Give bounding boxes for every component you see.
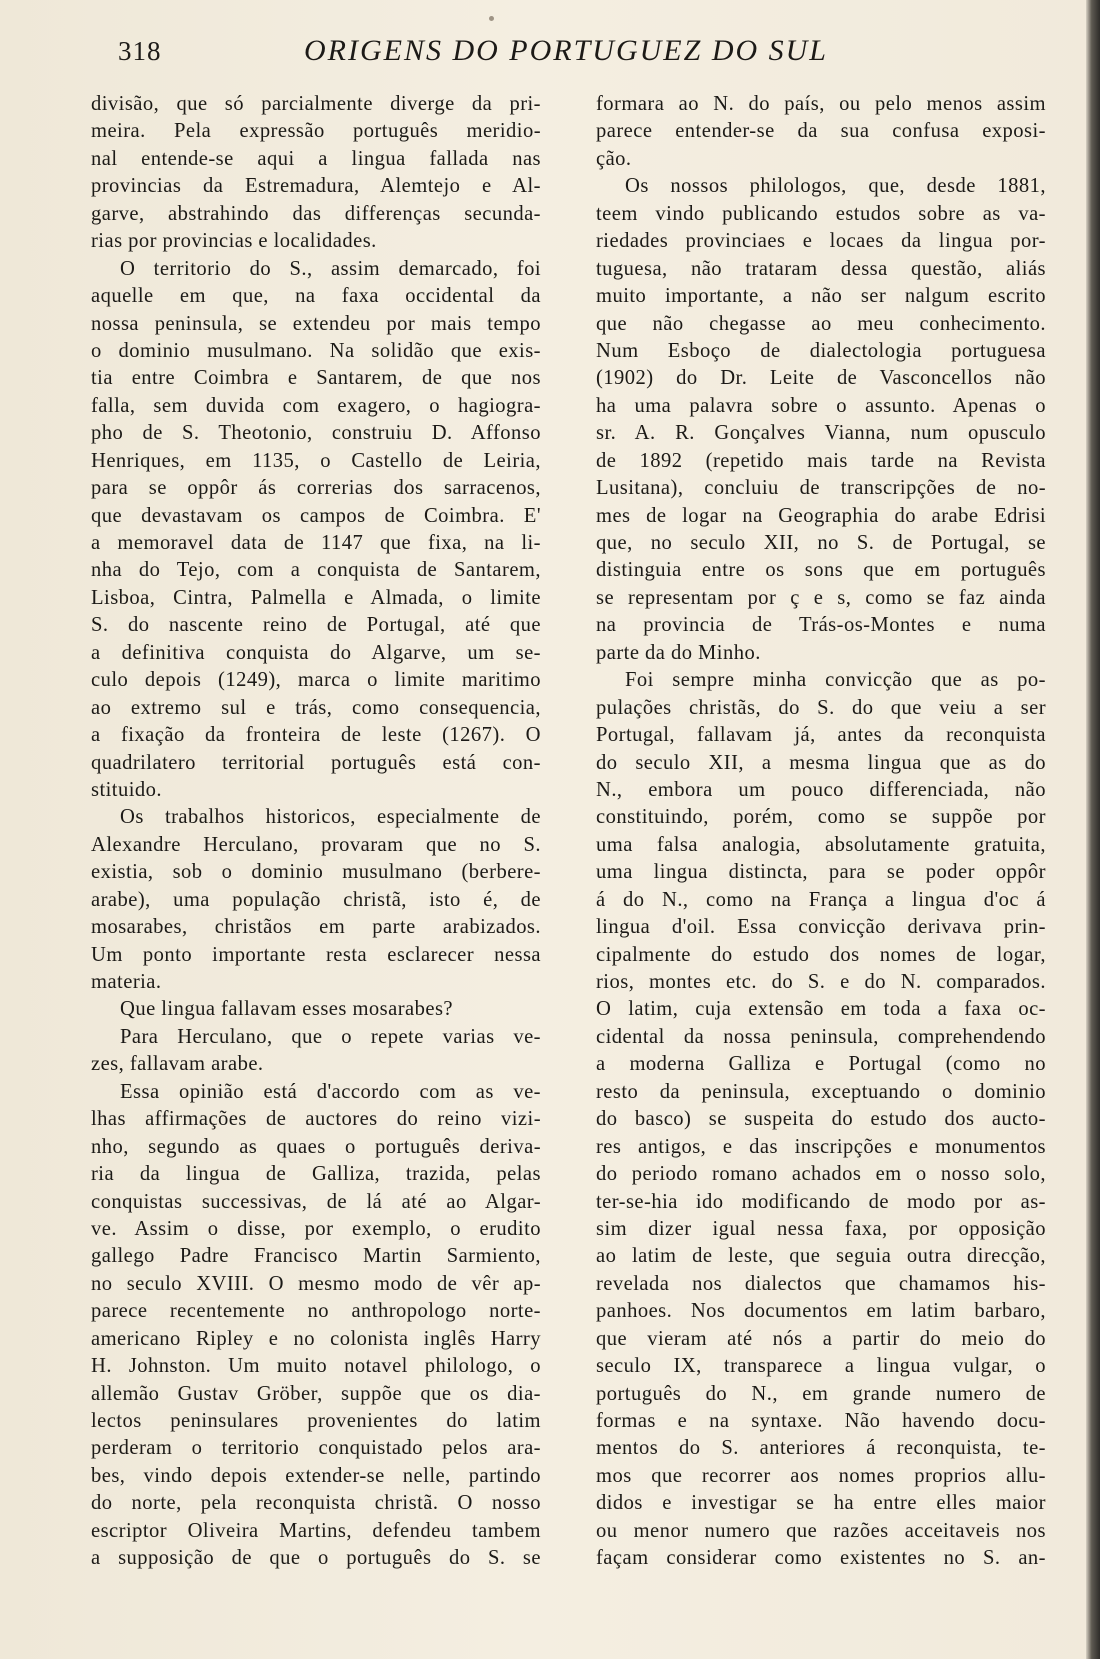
right-text-line: do basco) se suspeita do estudo dos aucto- [596,1108,1046,1131]
page-header [118,32,1048,72]
left-text-line: falla, sem duvida com exagero, o hagiogra- [91,394,541,417]
right-text-line: cidental da nossa peninsula, comprehendendo [596,1025,1046,1048]
right-text-line: português do N., em grande numero de [596,1382,1046,1405]
right-text-line: ção. [596,147,632,170]
right-text-line: lingua d'oil. Essa convicção derivava prin- [596,916,1046,939]
right-text-line: uma falsa analogia, absolutamente gratuita, [596,833,1046,856]
left-text-line: aquelle em que, na faxa occidental da [91,285,541,308]
left-text-line: mosarabes, christãos em parte arabizados. [91,916,541,939]
right-text-line: de 1892 (repetido mais tarde na Revista [596,449,1046,472]
left-text-line: parece recentemente no anthropologo norte- [91,1300,541,1323]
left-text-line: tia entre Coimbra e Santarem, de que nos [91,367,541,390]
left-text-line: Henriques, em 1135, o Castello de Leiria, [91,449,541,472]
right-text-line: façam considerar como existentes no S. an- [596,1547,1046,1570]
right-text-line: riedades provinciaes e locaes da lingua por- [596,230,1046,253]
left-text-line: O territorio do S., assim demarcado, foi [120,257,541,280]
right-text-line: do seculo XII, a mesma lingua que as do [596,751,1046,774]
right-text-line: cipalmente do estudo dos nomes de logar, [596,943,1046,966]
left-text-line: arabe), uma população christã, isto é, de [91,888,541,911]
right-text-line: distinguia entre os sons que em português [596,559,1046,582]
right-text-line: formas e na syntaxe. Não havendo docu- [596,1410,1046,1432]
right-text-line: sr. A. R. Gonçalves Vianna, num opusculo [596,422,1046,445]
right-text-line: N., embora um pouco differenciada, não [596,778,1046,801]
running-head: ORIGENS DO PORTUGUEZ DO SUL [304,34,828,67]
right-text-line: que vieram até nós a partir do meio do [596,1327,1046,1350]
left-text-line: Essa opinião está d'accordo com as ve- [120,1080,541,1103]
left-text-line: bes, vindo depois extender-se nelle, partindo [91,1464,541,1487]
right-text-line: que não chegasse ao meu conhecimento. [596,312,1046,335]
right-text-line: muito importante, a não ser nalgum escrito [596,285,1046,308]
right-text-line: Os nossos philologos, que, desde 1881, [625,175,1046,198]
left-text-line: a fixação da fronteira de leste (1267). O [91,724,541,747]
left-text-line: pho de S. Theotonio, construiu D. Affonso [91,422,541,445]
left-text-line: zes, fallavam arabe. [91,1053,264,1076]
right-text-line: Lusitana), concluiu de transcripções de no- [596,477,1046,500]
right-text-line: parece entender-se da sua confusa exposi- [596,120,1046,143]
left-text-line: escriptor Oliveira Martins, defendeu tambem [91,1519,541,1542]
left-text-line: Os trabalhos historicos, especialmente de [120,806,541,829]
left-text-line: meira. Pela expressão português meridio- [91,120,541,143]
right-text-line: resto da peninsula, exceptuando o dominio [596,1080,1046,1103]
right-text-line: que, no seculo XII, no S. de Portugal, se [596,532,1046,554]
left-text-line: provincias da Estremadura, Alemtejo e Al- [91,175,541,198]
left-text-line: stituido. [91,778,162,801]
left-text-line: ve. Assim o disse, por exemplo, o erudito [91,1217,541,1240]
right-text-line: revelada nos dialectos que chamamos his- [596,1272,1046,1295]
left-text-line: allemão Gustav Gröber, suppõe que os dia- [91,1382,541,1405]
right-text-line: a moderna Galliza e Portugal (como no [596,1053,1046,1076]
right-text-line: mes de logar na Geographia do arabe Edrisi [596,504,1046,527]
right-text-line: Portugal, fallavam já, antes da reconquista [596,724,1046,747]
left-text-line: que devastavam os campos de Coimbra. E' [91,504,541,527]
left-text-line: a supposição de que o português do S. se [91,1547,541,1570]
left-text-line: Lisboa, Cintra, Palmella e Almada, o limite [91,586,541,609]
left-text-line: nal entende-se aqui a lingua fallada nas [91,147,541,170]
left-text-line: culo depois (1249), marca o limite maritimo [91,669,541,692]
right-text-line: sim dizer igual nessa faxa, por opposição [596,1217,1046,1240]
right-text-line: seculo IX, transparece a lingua vulgar, o [596,1355,1046,1378]
right-text-line: ter-se-hia ido modificando de modo por as- [596,1190,1046,1213]
left-text-line: materia. [91,971,162,993]
page-number: 318 [118,36,162,66]
left-text-line: Alexandre Herculano, provaram que no S. [91,833,541,856]
print-speck [489,16,494,21]
left-text-line: existia, sob o dominio musulmano (berbere- [91,861,541,884]
left-text-line: Que lingua fallavam esses mosarabes? [120,998,453,1021]
left-text-line: Para Herculano, que o repete varias ve- [120,1025,541,1048]
left-text-line: rias por provincias e localidades. [91,230,377,253]
left-text-line: nossa peninsula, se extendeu por mais tempo [91,312,541,335]
right-text-line: Foi sempre minha convicção que as po- [625,669,1046,692]
left-text-line: garve, abstrahindo das differenças secunda- [91,202,541,225]
right-text-line: tuguesa, não trataram dessa questão, aliás [596,257,1046,280]
left-text-line: o dominio musulmano. Na solidão que exis- [91,339,541,362]
left-text-line: Um ponto importante resta esclarecer nessa [91,943,541,966]
right-text-line: teem vindo publicando estudos sobre as va- [596,202,1046,225]
right-text-line: didos e investigar se ha entre elles maior [596,1492,1046,1515]
right-text-line: mos que recorrer aos nomes proprios allu- [596,1464,1046,1487]
page-edge-shadow [1086,0,1100,1659]
right-text-line: formara ao N. do país, ou pelo menos assim [596,93,1046,115]
left-text-line: quadrilatero territorial português está con- [91,751,541,774]
right-text-line: uma lingua distincta, para se poder oppôr [596,861,1046,884]
right-text-line: se representam por ç e s, como se faz ainda [596,586,1046,609]
right-text-line: do periodo romano achados em o nosso solo, [596,1163,1046,1186]
left-text-column [91,91,541,1573]
left-text-line: para se oppôr ás correrias dos sarracenos, [91,477,541,500]
left-text-line: ria da lingua de Galliza, trazida, pelas [91,1163,541,1186]
left-text-line: lhas affirmações de auctores do reino vizi- [91,1108,541,1131]
left-text-line: conquistas successivas, de lá até ao Algar- [91,1190,541,1213]
left-text-line: do norte, pela reconquista christã. O nosso [91,1492,541,1515]
right-text-column [596,91,1046,1573]
left-text-line: a definitiva conquista do Algarve, um se- [91,641,541,664]
left-text-line: S. do nascente reino de Portugal, até que [91,614,541,637]
left-text-line: lectos peninsulares provenientes do latim [91,1410,541,1432]
right-text-line: á do N., como na França a lingua d'oc á [596,888,1046,911]
left-text-line: americano Ripley e no colonista inglês Harry [91,1327,541,1350]
right-text-line: na provincia de Trás-os-Montes e numa [596,614,1046,637]
left-text-line: H. Johnston. Um muito notavel philologo, o [91,1355,541,1378]
left-text-line: nho, segundo as quaes o português deriva- [91,1135,541,1158]
left-text-line: nha do Tejo, com a conquista de Santarem, [91,559,541,582]
right-text-line: (1902) do Dr. Leite de Vasconcellos não [596,367,1046,390]
right-text-line: mentos do S. anteriores á reconquista, te- [596,1437,1046,1460]
right-text-line: panhoes. Nos documentos em latim barbaro, [596,1300,1046,1323]
right-text-line: parte da do Minho. [596,641,761,664]
left-text-line: a memoravel data de 1147 que fixa, na li- [91,532,541,554]
left-text-line: ao extremo sul e trás, como consequencia, [91,696,541,719]
left-text-line: gallego Padre Francisco Martin Sarmiento, [91,1245,541,1268]
right-text-line: ou menor numero que razões acceitaveis nos [596,1519,1046,1542]
right-text-line: ao latim de leste, que seguia outra direcção, [596,1245,1046,1268]
right-text-line: constituindo, porém, como se suppõe por [596,806,1046,829]
left-text-line: perderam o territorio conquistado pelos ara- [91,1437,541,1460]
left-text-line: divisão, que só parcialmente diverge da pri- [91,93,541,115]
right-text-line: rios, montes etc. do S. e do N. comparados. [596,971,1046,993]
right-text-line: pulações christãs, do S. do que veiu a ser [596,696,1046,719]
right-text-line: ha uma palavra sobre o assunto. Apenas o [596,394,1046,417]
right-text-line: O latim, cuja extensão em toda a faxa oc- [596,998,1046,1021]
right-text-line: Num Esboço de dialectologia portuguesa [596,339,1046,362]
right-text-line: res antigos, e das inscripções e monumentos [596,1135,1046,1158]
left-text-line: no seculo XVIII. O mesmo modo de vêr ap- [91,1272,541,1295]
